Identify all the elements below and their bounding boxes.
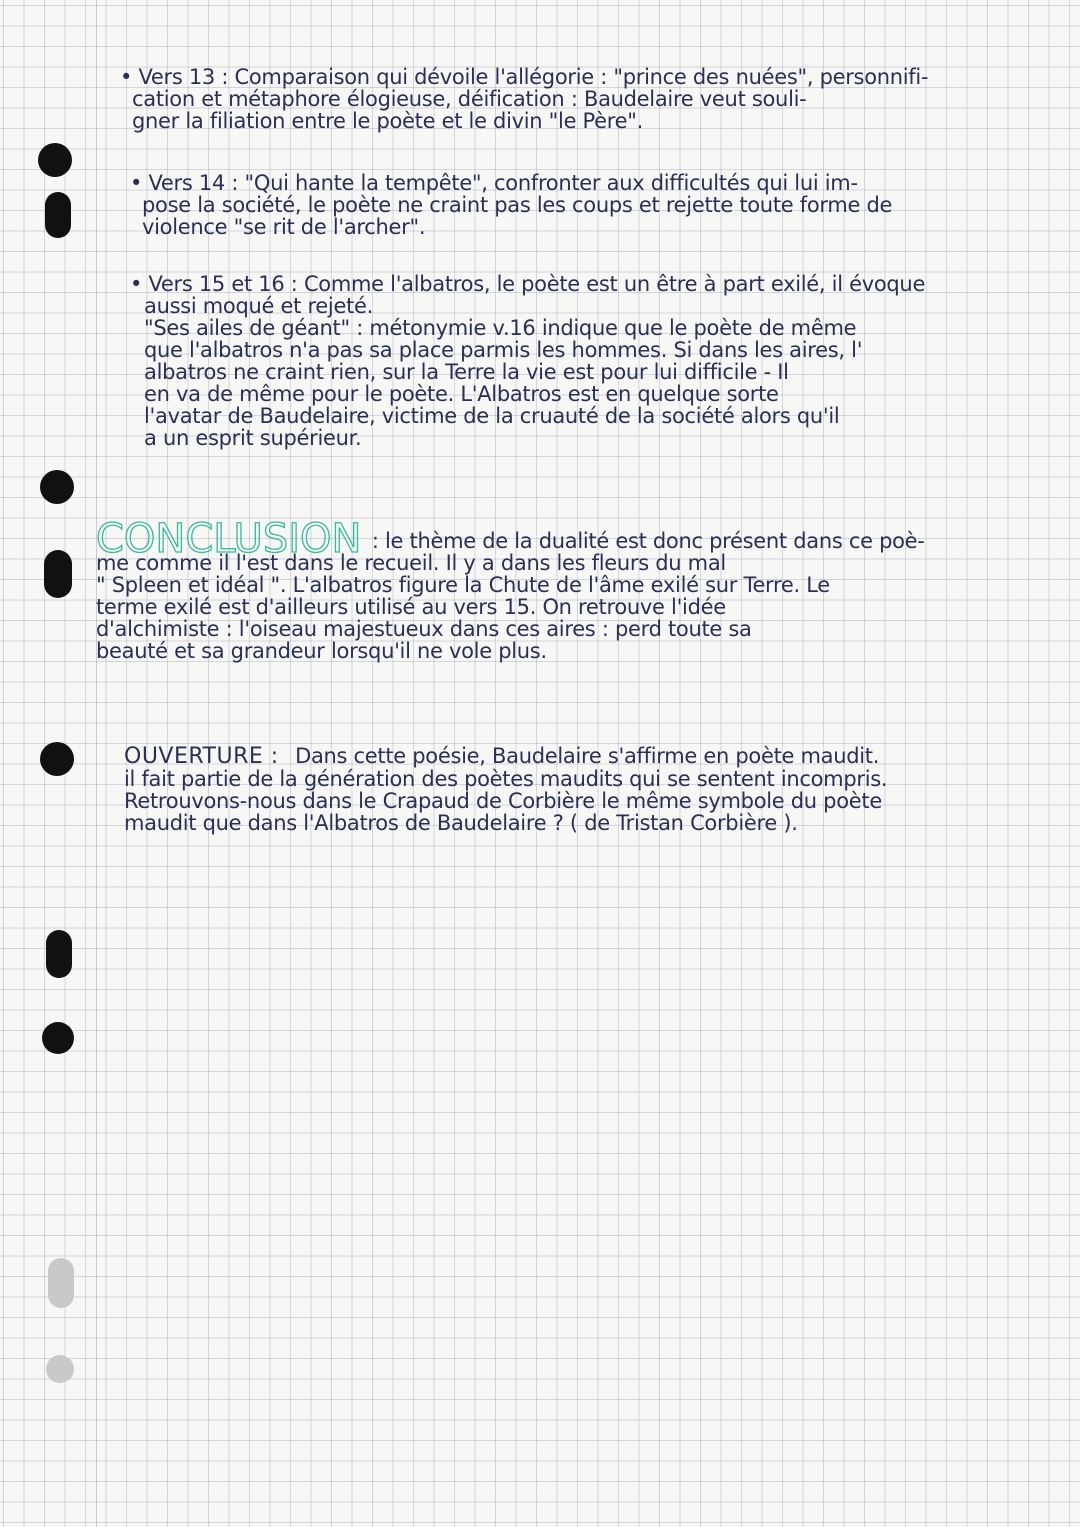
note-line: beauté et sa grandeur lorsqu'il ne vole plus.	[96, 639, 547, 663]
note-line: l'avatar de Baudelaire, victime de la cruauté de la société alors qu'il	[144, 404, 840, 428]
binder-hole	[42, 1022, 74, 1054]
conclusion-block	[96, 516, 925, 663]
note-line: • Vers 14 : "Qui hante la tempête", confronter aux difficultés qui lui im-	[130, 171, 858, 195]
note-line: Retrouvons-nous dans le Crapaud de Corbière le même symbole du poète	[124, 789, 882, 813]
ouverture-title: OUVERTURE :	[124, 744, 279, 769]
binder-hole	[48, 1258, 74, 1308]
binder-hole	[46, 1355, 74, 1383]
note-line: cation et métaphore élogieuse, déification : Baudelaire veut souli-	[132, 87, 807, 111]
note-line: me comme il l'est dans le recueil. Il y a dans les fleurs du mal	[96, 551, 726, 575]
note-line: gner la filiation entre le poète et le divin "le Père".	[132, 109, 644, 133]
note-line: pose la société, le poète ne craint pas les coups et rejette toute forme de	[142, 193, 893, 217]
binder-hole	[46, 930, 72, 978]
ouverture-text: Dans cette poésie, Baudelaire s'affirme en poète maudit.	[295, 744, 880, 768]
note-line: aussi moqué et rejeté.	[144, 294, 374, 318]
note-line: " Spleen et idéal ". L'albatros figure la Chute de l'âme exilé sur Terre. Le	[96, 573, 830, 597]
binder-hole	[38, 143, 72, 177]
note-line: il fait partie de la génération des poètes maudits qui se sentent incompris.	[124, 767, 888, 791]
binder-hole	[40, 470, 74, 504]
note-line: "Ses ailes de géant" : métonymie v.16 indique que le poète de même	[144, 316, 857, 340]
note-line: albatros ne craint rien, sur la Terre la vie est pour lui difficile - Il	[144, 360, 789, 384]
note-line: • Vers 13 : Comparaison qui dévoile l'allégorie : "prince des nuées", personnifi-	[120, 65, 929, 89]
binder-hole	[45, 192, 71, 238]
note-vers-15-16	[130, 273, 925, 449]
ouverture-first-line	[124, 745, 887, 768]
margin-line	[96, 0, 97, 1527]
note-line: maudit que dans l'Albatros de Baudelaire ? ( de Tristan Corbière ).	[124, 811, 798, 835]
note-line: terme exilé est d'ailleurs utilisé au vers 15. On retrouve l'idée	[96, 595, 726, 619]
note-line: violence "se rit de l'archer".	[142, 215, 426, 239]
note-line: en va de même pour le poète. L'Albatros est en quelque sorte	[144, 382, 779, 406]
binder-hole	[44, 550, 72, 598]
note-vers-14	[130, 172, 892, 238]
ouverture-block	[124, 745, 887, 834]
conclusion-text: : le thème de la dualité est donc présent dans ce poè-	[371, 529, 925, 553]
note-line: a un esprit supérieur.	[144, 426, 362, 450]
binder-hole	[40, 742, 74, 776]
conclusion-title: CONCLUSION	[96, 516, 362, 562]
note-vers-13	[120, 66, 928, 132]
note-line: d'alchimiste : l'oiseau majestueux dans ces aires : perd toute sa	[96, 617, 752, 641]
note-line: que l'albatros n'a pas sa place parmis les hommes. Si dans les aires, l'	[144, 338, 863, 362]
note-line: • Vers 15 et 16 : Comme l'albatros, le poète est un être à part exilé, il évoque	[130, 272, 926, 296]
